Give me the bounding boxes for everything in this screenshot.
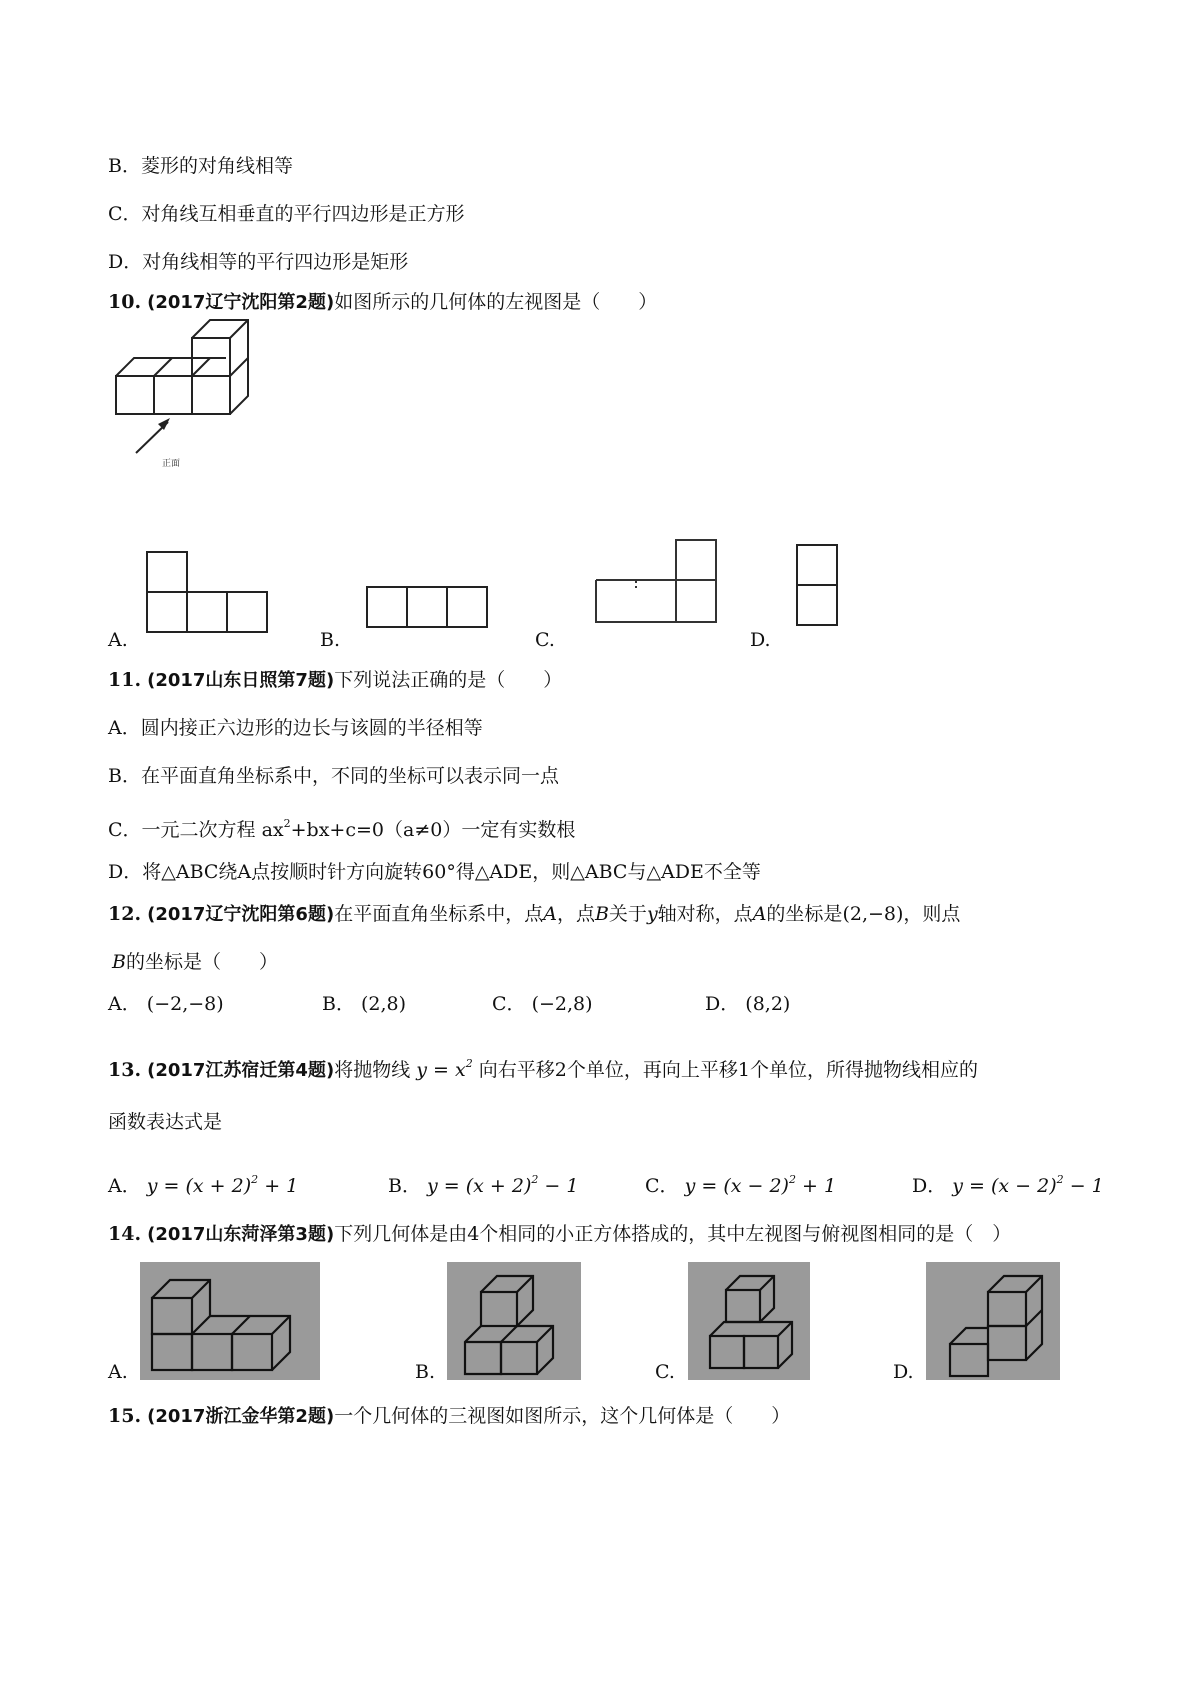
q12-coord: (2,−8) xyxy=(842,903,904,925)
q13-number: 13. xyxy=(108,1059,142,1081)
q10-option-b-figure[interactable] xyxy=(365,585,495,631)
q11-number: 11. xyxy=(108,669,142,691)
q10-option-a-label: A. xyxy=(108,629,128,651)
q10-option-d-figure[interactable] xyxy=(795,543,841,629)
q12-stem-1: 在平面直角坐标系中，点 xyxy=(334,903,544,925)
q13-stem-2: 向右平移 xyxy=(478,1059,555,1081)
q11-option-b: B．在平面直角坐标系中，不同的坐标可以表示同一点 xyxy=(108,765,559,787)
q10-option-d-label: D. xyxy=(750,629,771,651)
q12-stem-line2 xyxy=(112,950,278,974)
q12-source: (2017辽宁沈阳第6题) xyxy=(147,904,335,925)
q10-option-c-figure[interactable] xyxy=(592,538,722,626)
q11-option-c-sup: 2 xyxy=(283,817,291,830)
q12-point-b: B xyxy=(594,903,609,925)
q13-stem-4: 个单位，所得抛物线相应的 xyxy=(749,1059,978,1081)
q10-stem xyxy=(108,290,657,315)
q12-option-a: A． (−2,−8) xyxy=(108,993,224,1015)
q11-option-a: A．圆内接正六边形的边长与该圆的半径相等 xyxy=(108,717,483,739)
q9-option-d: D．对角线相等的平行四边形是矩形 xyxy=(108,251,409,273)
q14-source: (2017山东菏泽第3题) xyxy=(147,1224,335,1245)
q10-solid-figure xyxy=(106,318,266,478)
q9-option-c: C．对角线互相垂直的平行四边形是正方形 xyxy=(108,203,465,225)
q14-option-a-figure[interactable] xyxy=(140,1262,320,1380)
q12-axis-y: y xyxy=(646,903,658,925)
q12-option-b: B． (2,8) xyxy=(322,993,407,1015)
q10-option-a-figure[interactable] xyxy=(145,550,275,634)
q11-stem xyxy=(108,668,562,693)
q13-stem-1: 将抛物线 xyxy=(334,1059,411,1081)
q13-parabola: $y = x^2$ xyxy=(416,1057,473,1081)
q13-option-a: A． $y = (x + 2)^2 + 1$ xyxy=(108,1173,299,1197)
q14-option-a-label: A. xyxy=(108,1361,128,1383)
q12-number: 12. xyxy=(108,903,142,925)
q10-source: (2017辽宁沈阳第2题) xyxy=(147,292,335,313)
q13-option-b: B． $y = (x + 2)^2 - 1$ xyxy=(388,1173,579,1197)
q12-point-a-2: A xyxy=(752,903,767,925)
q14-option-d-figure[interactable] xyxy=(926,1262,1060,1380)
q13-stem-line2: 函数表达式是 xyxy=(108,1111,223,1133)
q10-option-b-label: B. xyxy=(320,629,341,651)
q12-line2-text: 的坐标是（ ） xyxy=(125,951,278,973)
q15-stem xyxy=(108,1404,790,1429)
q11-option-c-post: +bx+c=0（a≠0）一定有实数根 xyxy=(290,819,576,841)
q11-option-d: D．将△ABC绕A点按顺时针方向旋转60°得△ADE，则△ABC与△ADE不全等 xyxy=(108,861,761,883)
q14-stem xyxy=(108,1222,1011,1247)
q11-option-c-pre: C．一元二次方程 ax xyxy=(108,819,284,841)
q12-option-c: C． (−2,8) xyxy=(492,993,593,1015)
q12-option-d: D． (8,2) xyxy=(705,993,791,1015)
q10-option-c-label: C. xyxy=(535,629,555,651)
q13-stem-3: 个单位，再向上平移 xyxy=(566,1059,738,1081)
q12-stem-5: 的坐标是 xyxy=(766,903,843,925)
q14-option-c-figure[interactable] xyxy=(688,1262,810,1380)
q10-arrow-label: 正面 xyxy=(162,459,181,469)
q11-stem-text: 下列说法正确的是（ ） xyxy=(334,669,563,691)
q12-stem-6: ，则点 xyxy=(903,903,961,925)
q14-option-c-label: C. xyxy=(655,1361,675,1383)
q13-option-d: D． $y = (x - 2)^2 - 1$ xyxy=(912,1173,1104,1197)
q12-line2-point-b: B xyxy=(112,951,126,973)
q12-stem xyxy=(108,902,960,927)
q15-number: 15. xyxy=(108,1405,142,1427)
q14-number: 14. xyxy=(108,1223,142,1245)
q15-stem-text: 一个几何体的三视图如图所示，这个几何体是（ ） xyxy=(334,1405,791,1427)
q13-option-c: C． $y = (x - 2)^2 + 1$ xyxy=(645,1173,837,1197)
q11-source: (2017山东日照第7题) xyxy=(147,670,335,691)
q13-n1: 2 xyxy=(554,1059,567,1081)
q13-n2: 1 xyxy=(737,1059,750,1081)
q10-number: 10. xyxy=(108,291,142,313)
q15-source: (2017浙江金华第2题) xyxy=(147,1406,335,1427)
q14-option-d-label: D. xyxy=(893,1361,914,1383)
q12-point-a: A xyxy=(543,903,557,925)
q12-stem-4: 轴对称，点 xyxy=(657,903,753,925)
q10-stem-text: 如图所示的几何体的左视图是（ ） xyxy=(334,291,658,313)
q14-option-b-figure[interactable] xyxy=(447,1262,581,1380)
q14-option-b-label: B. xyxy=(415,1361,436,1383)
q13-source: (2017江苏宿迁第4题) xyxy=(147,1060,335,1081)
q11-option-c xyxy=(108,812,575,842)
q13-stem xyxy=(108,1052,978,1083)
q12-stem-3: 关于 xyxy=(608,903,647,925)
q9-option-b: B．菱形的对角线相等 xyxy=(108,155,293,177)
q12-stem-2: ，点 xyxy=(556,903,595,925)
q14-stem-text: 下列几何体是由4个相同的小正方体搭成的，其中左视图与俯视图相同的是（ ） xyxy=(334,1223,1012,1245)
